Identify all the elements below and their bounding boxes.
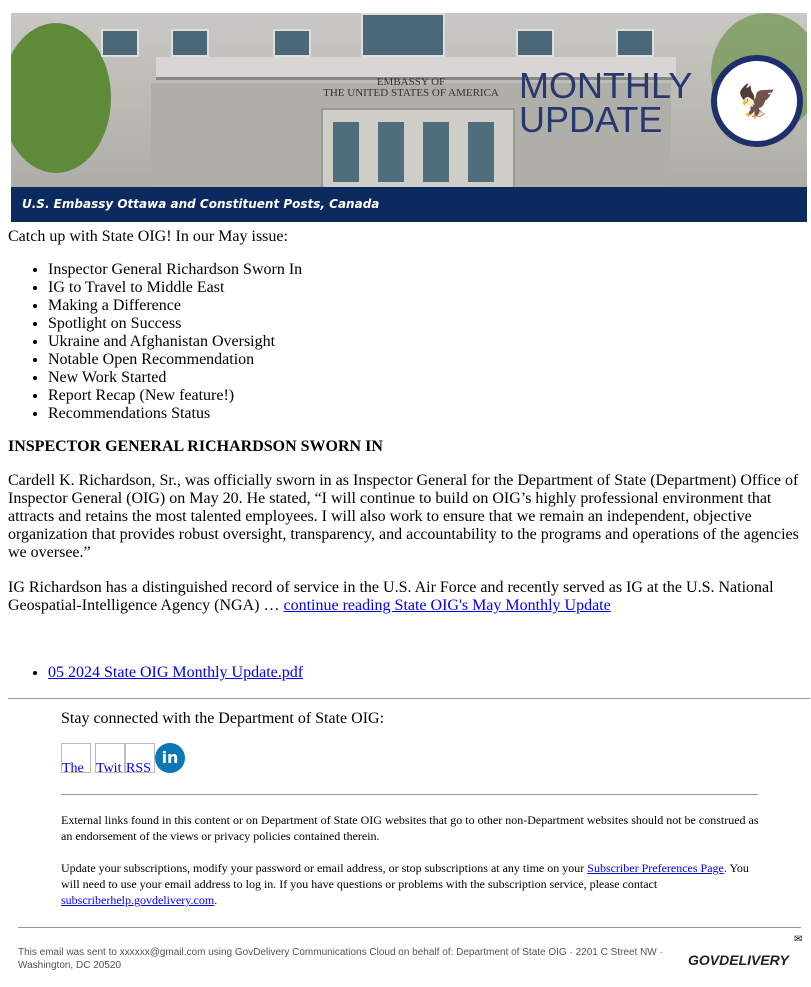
- divider: [8, 698, 810, 699]
- rss-icon[interactable]: RSS: [125, 743, 155, 773]
- toc-item: • Making a Difference: [48, 297, 808, 315]
- window: [516, 29, 554, 57]
- window: [616, 29, 654, 57]
- envelope-icon: ✉: [794, 934, 803, 945]
- twitter-icon[interactable]: Twit: [95, 743, 125, 773]
- header-banner: [11, 13, 807, 222]
- window: [171, 29, 209, 57]
- subscriber-preferences-link[interactable]: Subscriber Preferences Page: [587, 861, 724, 875]
- window: [273, 29, 311, 57]
- social-icons: [61, 743, 185, 773]
- toc-item: • Report Recap (New feature!): [48, 387, 808, 405]
- tree: [11, 23, 111, 173]
- divider: [18, 927, 801, 928]
- monthly-update-title: MONTHLY UPDATE: [519, 65, 693, 140]
- banner-caption: U.S. Embassy Ottawa and Constituent Posts, Canada: [11, 187, 807, 222]
- toc-item: • IG to Travel to Middle East: [48, 279, 808, 297]
- toc-item: • New Work Started: [48, 369, 808, 387]
- building-sign: EMBASSY OF THE UNITED STATES OF AMERICA: [323, 76, 499, 99]
- footer-text: This email was sent to xxxxxx@gmail.com using GovDelivery Communications Cloud on behalf of: Department of State OIG · 2201 C Street NW · Washington, DC 20520: [18, 947, 663, 971]
- toc-item: • Spotlight on Success: [48, 315, 808, 333]
- facebook-icon[interactable]: The: [61, 743, 91, 773]
- divider: [61, 794, 758, 795]
- toc-item: • Recommendations Status: [48, 405, 808, 423]
- attachment-link[interactable]: 05 2024 State OIG Monthly Update.pdf: [48, 664, 304, 681]
- entrance: [321, 108, 515, 192]
- intro-text: Catch up with State OIG! In our May issue:: [8, 228, 288, 245]
- linkedin-icon[interactable]: in: [155, 743, 185, 773]
- subscription-text: Update your subscriptions, modify your password or email address, or stop subscriptions at any time on your Subscriber Preferences Page. You will need to use your email address to log in. If you have questions or problems with the subscription service, please contact subscriberhelp.govdelivery.com.: [61, 861, 749, 907]
- attachment-list: [8, 664, 808, 682]
- oig-seal-icon: 🦅: [711, 55, 803, 147]
- toc-item: • Inspector General Richardson Sworn In: [48, 261, 808, 279]
- window: [361, 13, 445, 57]
- toc-item: • Notable Open Recommendation: [48, 351, 808, 369]
- social-label: Stay connected with the Department of State OIG:: [61, 710, 385, 727]
- window: [101, 29, 139, 57]
- continue-reading-link[interactable]: continue reading State OIG's May Monthly Update: [283, 597, 611, 614]
- article-paragraph: IG Richardson has a distinguished record of service in the U.S. Air Force and recently served as IG at the U.S. National Geospatial-Intelligence Agency (NGA) … continue reading State OIG's May Monthly Update: [8, 579, 774, 614]
- article-paragraph: Cardell K. Richardson, Sr., was officially sworn in as Inspector General for the Department of State (Department) Office of Inspector General (OIG) on May 20. He stated, “I will continue to build on OIG’s highly professional environment that attracts and retains the most talented employees. I will also work to ensure that we remain an independent, objective organization that provides robust oversight, transparency, and accountability to the programs and operations of the agencies we oversee.”: [8, 472, 799, 561]
- govdelivery-logo: GOVDELIVERY: [688, 952, 789, 968]
- article-heading: INSPECTOR GENERAL RICHARDSON SWORN IN: [8, 438, 383, 455]
- subscriber-help-link[interactable]: subscriberhelp.govdelivery.com: [61, 893, 215, 907]
- toc-list: [8, 261, 808, 423]
- disclaimer-text: External links found in this content or on Department of State OIG websites that go to other non-Department websites should not be construed as an endorsement of the views or privacy policies contained therein.: [61, 813, 759, 843]
- toc-item: • Ukraine and Afghanistan Oversight: [48, 333, 808, 351]
